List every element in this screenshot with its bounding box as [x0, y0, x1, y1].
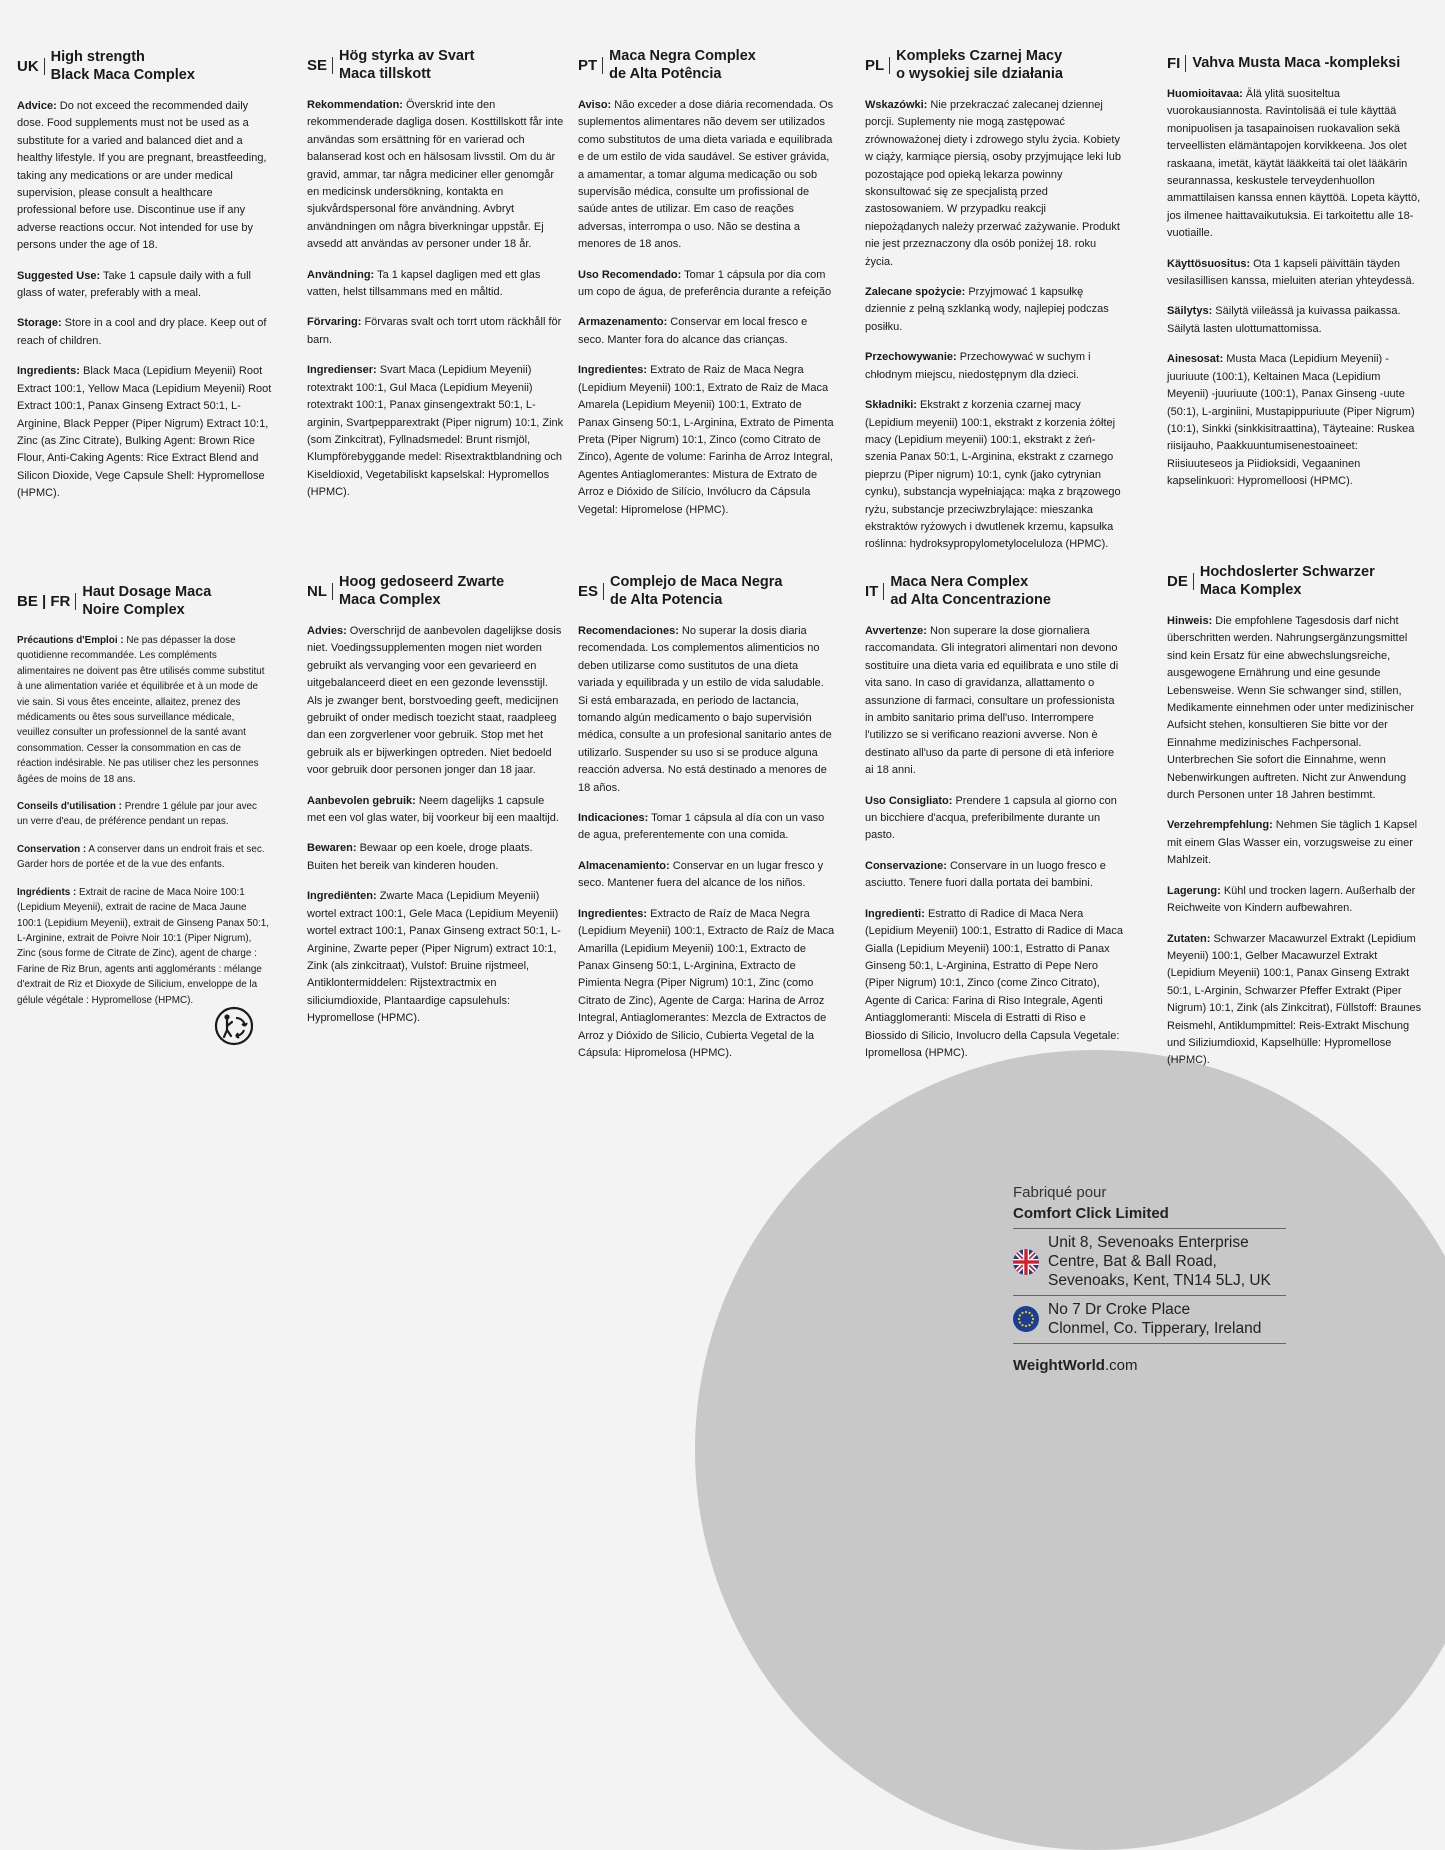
section-label: Verzehrempfehlung: — [1167, 819, 1273, 832]
language-code: BE | FR — [17, 592, 71, 610]
address-line: Clonmel, Co. Tipperary, Ireland — [1048, 1320, 1262, 1337]
column-header — [865, 573, 1123, 609]
website — [1013, 1357, 1286, 1374]
column-header — [1167, 54, 1425, 72]
label-section — [307, 97, 565, 254]
label-section — [307, 793, 565, 828]
product-title — [339, 47, 474, 83]
section-label: Huomioitavaa: — [1167, 88, 1243, 100]
section-label: Zutaten: — [1167, 932, 1211, 945]
section-text: Conservar em local fresco e seco. Manter fora do alcance das crianças. — [578, 316, 808, 346]
uk-address — [1013, 1229, 1286, 1295]
product-title-line: Maca Complex — [339, 592, 441, 608]
column-es — [578, 573, 836, 1075]
section-label: Advice: — [17, 100, 57, 112]
label-section — [865, 906, 1123, 1063]
section-label: Wskazówki: — [865, 99, 928, 111]
product-title — [896, 47, 1063, 83]
section-text: Älä ylitä suositeltua vuorokausiannosta. Ravintolisää ei tule käyttää monipuolisen ja tasapainoisen ruokavalion sekä terveellisten elämäntapojen korvikkeena. Jos olet raskaana, imetät, käytät lääkkeitä tai olet lääkärin seurannassa, keskustele terveydenhuollon ammattilaisen kanssa ennen käyttöä. Lopeta käyttö, jos ilmenee haittavaikutuksia. Ei tarkoitettu alle 18-vuotiaille. — [1167, 88, 1421, 240]
label-section — [17, 363, 275, 502]
section-text: Kühl und trocken lagern. Außerhalb der Reichweite von Kindern aufbewahren. — [1167, 884, 1416, 915]
label-section — [1167, 931, 1425, 1070]
language-code: IT — [865, 582, 879, 600]
section-text: Conservare in un luogo fresco e asciutto. Tenere fuori dalla portata dei bambini. — [865, 859, 1106, 890]
section-label: Zalecane spożycie: — [865, 286, 966, 299]
language-code: PT — [578, 56, 598, 74]
label-section — [1167, 613, 1425, 804]
section-text: Nehmen Sie täglich 1 Kapsel mit einem Glas Wasser ein, vorzugsweise zu einer Mahlzeit. — [1167, 819, 1418, 867]
section-label: Ingredienser: — [307, 364, 377, 377]
section-label: Suggested Use: — [17, 269, 101, 282]
product-title — [51, 48, 195, 84]
section-label: Uso Consigliato: — [865, 794, 953, 807]
section-label: Almacenamiento: — [578, 859, 670, 872]
section-text: Ota 1 kapseli päivittäin täyden vesilasillisen kanssa, mieluiten aterian yhteydessä. — [1167, 257, 1415, 288]
column-uk — [17, 48, 275, 516]
label-section — [1167, 883, 1425, 918]
section-label: Förvaring: — [307, 316, 362, 329]
section-text: No superar la dosis diaria recomendada. Los complementos alimenticios no deben utilizarse como sustitutos de una dieta variada y equilibrada y un estilo de vida saludable. Si está embarazada, en periodo de lactancia, tomando algún medicamento o bajo supervisión médica, consulte a un profesional sanitario antes de utilizarlo. Suspender su uso si se produce alguna reacción adversa. No está destinado a menores de 18 años. — [578, 625, 832, 794]
code-separator — [332, 583, 333, 600]
section-text: Store in a cool and dry place. Keep out of reach of children. — [17, 317, 267, 347]
label-section — [307, 314, 565, 349]
section-label: Conservation : — [17, 843, 87, 855]
product-title-line: Maca Nera Complex — [890, 574, 1029, 590]
product-title-line: Haut Dosage Maca — [82, 584, 212, 600]
section-label: Armazenamento: — [578, 316, 668, 329]
section-label: Recomendaciones: — [578, 625, 679, 637]
label-section — [1167, 256, 1425, 291]
label-section — [865, 97, 1123, 271]
column-header — [17, 583, 269, 619]
section-text: Ne pas dépasser la dose quotidienne recommandée. Les compléments alimentaires ne doivent pas être utilisés comme substitut à une alimentation variée et équilibrée et à un mode de vie sain. Si vous êtes enceinte, allaitez, prenez des médicaments ou êtes sous surveillance médicale, veuillez consulter un professionnel de la santé avant consommation. Cesser la consommation en cas de réaction indésirable. Ne pas utiliser chez les personnes âgées de moins de 18 ans. — [17, 635, 265, 785]
section-label: Ingrédients : — [17, 886, 77, 898]
address-line: Unit 8, Sevenoaks Enterprise — [1048, 1234, 1249, 1251]
code-separator — [602, 57, 603, 74]
label-section — [578, 810, 836, 845]
section-text: Przechowywać w suchym i chłodnym miejscu, niedostępnym dla dzieci. — [865, 351, 1091, 381]
language-code: SE — [307, 56, 328, 74]
manufacturer-block — [1013, 1183, 1286, 1374]
label-section — [1167, 351, 1425, 490]
section-label: Ingredientes: — [578, 364, 648, 377]
made-for-label: Fabriqué pour — [1013, 1184, 1107, 1201]
column-header — [578, 47, 836, 83]
section-label: Indicaciones: — [578, 812, 649, 825]
section-text: Säilytä viileässä ja kuivassa paikassa. Säilytä lasten ulottumattomissa. — [1167, 305, 1401, 335]
label-section — [578, 362, 836, 519]
code-separator — [889, 57, 890, 74]
code-separator — [1193, 573, 1194, 590]
section-text: Die empfohlene Tagesdosis darf nicht überschritten werden. Nahrungsergänzungsmittel sind kein Ersatz für eine abwechslungsreiche, ausgewogene Ernährung und eine gesunde Lebensweise. Wenn Sie schwanger sind, stillen, Medikamente einnehmen oder unter medizinischer Aufsicht stehen, konsultieren Sie bitte vor der Einnahme medizinisches Fachpersonal. Unterbrechen Sie sofort die Einnahme, wenn Nebenwirkungen auftreten. Nicht zur Anwendung durch Personen unter 18 Jahren bestimmt. — [1167, 615, 1415, 802]
address-line: Sevenoaks, Kent, TN14 5LJ, UK — [1048, 1272, 1271, 1289]
product-title-line: Noire Complex — [82, 602, 185, 618]
language-code: PL — [865, 56, 885, 74]
column-se — [307, 47, 565, 515]
section-text: Black Maca (Lepidium Meyenii) Root Extract 100:1, Yellow Maca (Lepidium Meyenii) Root Extract 100:1, Panax Ginseng Extract 50:1, L-Arginine, Black Pepper (Piper Nigrum) Extract 10:1, Zinc (as Zinc Citrate), Bulking Agent: Brown Rice Flour, Anti-Caking Agents: Rice Extract Blend and Silicon Dioxide, Vege Capsule Shell: Hypromellose (HPMC). — [17, 365, 272, 500]
website-domain: .com — [1104, 1357, 1138, 1374]
triman-recycle-icon — [214, 1006, 254, 1046]
label-section — [578, 623, 836, 797]
section-text: Non superare la dose giornaliera raccomandata. Gli integratori alimentari non devono sostituire una dieta varia ed equilibrata e uno stile di vita sano. In caso di gravidanza, allattamento o assunzione di farmaci, consultare un professionista in ambito sanitario prima dell'uso. Interrompere l'utilizzo se si verificano reazioni avverse. Non è destinato all'uso da parte di persone di età inferiore ai 18 anni. — [865, 625, 1119, 777]
section-label: Ingredientes: — [578, 907, 648, 920]
section-label: Advies: — [307, 625, 347, 637]
section-label: Rekommendation: — [307, 99, 403, 111]
section-text: Extrait de racine de Maca Noire 100:1 (Lepidium Meyenii), extrait de racine de Maca Jaune 100:1 (Lepidium Meyenii), extrait de Ginseng Panax 50:1, L-Arginine, extrait de Poivre Noir 10:1 (Piper Nigrum), Zinc (sous forme de Citrate de Zinc), agent de charge : Farine de Riz Brun, agents anti agglomérants : mélange d'extrait de Riz et Dioxyde de Silicium, enveloppe de la gélule végétale : Hypromellose (HPMC). — [17, 886, 269, 1006]
product-title — [339, 573, 504, 609]
section-label: Przechowywanie: — [865, 351, 957, 364]
label-section — [1167, 303, 1425, 338]
section-text: Take 1 capsule daily with a full glass of water, preferably with a meal. — [17, 269, 251, 300]
section-label: Hinweis: — [1167, 615, 1213, 627]
section-label: Storage: — [17, 317, 62, 330]
product-title-line: Complejo de Maca Negra — [610, 574, 783, 590]
product-title — [1192, 54, 1400, 72]
label-section — [865, 858, 1123, 893]
product-title-line: Hög styrka av Svart — [339, 48, 475, 64]
column-pt — [578, 47, 836, 532]
product-title-line: High strength — [50, 49, 145, 65]
product-title-line: de Alta Potência — [609, 66, 722, 82]
language-code: UK — [17, 57, 39, 75]
product-title-line: o wysokiej sile działania — [896, 66, 1063, 82]
section-text: Conservar en un lugar fresco y seco. Mantener fuera del alcance de los niños. — [578, 859, 824, 890]
label-section — [865, 397, 1123, 554]
product-title-line: ad Alta Concentrazione — [890, 592, 1051, 608]
label-section — [865, 623, 1123, 780]
label-section — [865, 349, 1123, 384]
label-section — [307, 840, 565, 875]
product-title — [890, 573, 1051, 609]
column-de — [1167, 563, 1425, 1083]
column-header — [865, 47, 1123, 83]
code-separator — [332, 57, 333, 74]
label-section — [578, 906, 836, 1063]
label-section — [578, 314, 836, 349]
label-section — [17, 633, 269, 787]
product-title-line: Maca tillskott — [339, 66, 431, 82]
language-code: DE — [1167, 572, 1188, 590]
label-section — [17, 799, 269, 830]
section-label: Składniki: — [865, 399, 917, 412]
label-section — [17, 98, 275, 255]
section-label: Ingredients: — [17, 365, 80, 378]
label-section — [865, 284, 1123, 336]
section-label: Bewaren: — [307, 842, 357, 855]
label-section — [307, 888, 565, 1027]
website-brand: WeightWorld — [1013, 1357, 1105, 1374]
label-section — [578, 267, 836, 302]
section-label: Säilytys: — [1167, 305, 1213, 318]
decorative-circle — [695, 1050, 1445, 1850]
column-pl — [865, 47, 1123, 567]
column-fr — [17, 583, 269, 1020]
section-label: Käyttösuositus: — [1167, 257, 1251, 270]
label-section — [1167, 86, 1425, 243]
label-section — [307, 623, 565, 780]
language-code: NL — [307, 582, 327, 600]
code-separator — [75, 593, 76, 610]
section-label: Conservazione: — [865, 859, 947, 872]
section-text: Svart Maca (Lepidium Meyenii) rotextrakt 100:1, Gul Maca (Lepidium Meyenii) rotextrakt 100:1, Panax ginsengextrakt 50:1, L-arginin, Svartpepparextrakt (Piper nigrum) 10:1, Zink (som Zinkcitrat), Fyllnadsmedel: Brunt rismjöl, Klumpförebyggande medel: Risextraktblandning och Kiseldioxid, Vegetabiliskt kapselskal: Hypromellos (HPMC). — [307, 364, 564, 499]
section-text: Prendre 1 gélule par jour avec un verre d'eau, de préférence pendant un repas. — [17, 801, 257, 828]
address-line: Centre, Bat & Ball Road, — [1048, 1253, 1217, 1270]
section-text: Schwarzer Macawurzel Extrakt (Lepidium Meyenii) 100:1, Gelber Macawurzel Extrakt (Lepidium Meyenii) 100:1, Panax Ginseng Extrakt 50:1, L-Arginin, Schwarzer Pfeffer Extrakt (Piper Nigrum) 10:1, Zink (als Zinkcitrat), Füllstoff: Braunes Reismehl, Antiklumpmittel: Reis-Extrakt Mischung und Siliziumdioxid, Kapselhülle: Hypromellose (HPMC). — [1167, 932, 1422, 1067]
section-text: Estratto di Radice di Maca Nera (Lepidium Meyenii) 100:1, Estratto di Radice di Maca Gialla (Lepidium Meyenii) 100:1, Estratto di Panax Ginseng 50:1, L-Arginina, Estratto di Pepe Nero (Piper Nigrum) 10:1, Zinco (come Zinco Citrato), Agente di Carica: Farina di Riso Integrale, Agenti Antiagglomeranti: Miscela di Estratti di Riso e Biossido di Silicio, Involucro della Capsula Vegetale: Ipromellosa (HPMC). — [865, 907, 1124, 1059]
column-header — [307, 47, 565, 83]
label-section — [865, 793, 1123, 845]
label-section — [17, 315, 275, 350]
section-label: Avvertenze: — [865, 625, 927, 637]
section-text: Tomar 1 cápsula por dia com um copo de água, de preferência durante a refeição — [578, 268, 832, 299]
address-line: No 7 Dr Croke Place — [1048, 1301, 1191, 1318]
section-text: Överskrid inte den rekommenderade dagliga dosen. Kosttillskott får inte användas som ersättning för en varierad och balanserad kost och en hälsosam livsstil. Om du är gravid, ammar, tar några mediciner eller genomgår en medicinsk undersökning, kontakta en sjukvårdspersonal före användning. Avbryt användningen om några biverkningar uppstår. Ej avsedd att användas av personer under 18 år. — [307, 99, 564, 251]
language-code: FI — [1167, 54, 1181, 72]
section-text: Nie przekraczać zalecanej dziennej porcji. Suplementy nie mogą zastępować zrównoważonej diety i zdrowego stylu życia. Kobiety w ciąży, karmiące piersią, osoby przyjmujące leki lub pozostające pod opieką lekarza powinny skonsultować się ze specjalistą przed zastosowaniem. W przypadku reakcji niepożądanych należy przerwać zażywanie. Produkt nie jest przeznaczony dla osób poniżej 18. roku życia. — [865, 99, 1121, 268]
section-label: Lagerung: — [1167, 884, 1221, 897]
section-label: Aanbevolen gebruik: — [307, 794, 416, 807]
language-code: ES — [578, 582, 599, 600]
section-label: Ingredienti: — [865, 907, 925, 920]
section-label: Conseils d'utilisation : — [17, 801, 122, 813]
section-text: Bewaar op een koele, droge plaats. Buiten het bereik van kinderen houden. — [307, 842, 533, 872]
code-separator — [44, 58, 45, 75]
section-text: Prendere 1 capsula al giorno con un bicchiere d'acqua, preferibilmente durante un pasto. — [865, 794, 1117, 842]
product-title-line: de Alta Potencia — [610, 592, 723, 608]
section-text: Do not exceed the recommended daily dose. Food supplements must not be used as a substitute for a varied and balanced diet and a healthy lifestyle. If you are pregnant, breastfeeding, taking any medications or are under medical supervision, please consult a healthcare professional before use. Discontinue use if any adverse reactions occur. Not intended for use by persons under the age of 18. — [17, 100, 267, 252]
eu-flag-icon — [1013, 1306, 1039, 1332]
section-text: Overschrijd de aanbevolen dagelijkse dosis niet. Voedingssupplementen mogen niet worden gebruikt als vervanging voor een gevarieerd en uitgebalanceerd dieet en een gezonde levensstijl. Als je zwanger bent, borstvoeding geeft, medicijnen gebruikt of onder medisch toezicht staat, raadpleeg dan een zorgverlener voor gebruik. Stop met het gebruik als er bijwerkingen optreden. Niet bedoeld voor gebruik door personen jonger dan 18 jaar. — [307, 625, 562, 777]
label-section — [307, 267, 565, 302]
product-title — [609, 47, 756, 83]
column-header — [1167, 563, 1425, 599]
ie-address — [1013, 1296, 1286, 1343]
uk-flag-icon — [1013, 1249, 1039, 1275]
code-separator — [883, 583, 884, 600]
product-title — [82, 583, 211, 619]
section-label: Ingrediënten: — [307, 890, 377, 903]
section-text: Förvaras svalt och torrt utom räckhåll för barn. — [307, 316, 562, 346]
label-section — [307, 362, 565, 501]
section-text: Ekstrakt z korzenia czarnej macy (Lepidium meyenii) 100:1, ekstrakt z korzenia żółtej macy (Lepidium meyenii) 100:1, ekstrakt z żeń-szenia Panax 50:1, L-Arginina, ekstrakt z czarnego pieprzu (Piper nigrum) 10:1, cynk (jako cytrynian cynku), substancja wypełniająca: mąka z brązowego ryżu, substancje przeciwzbrylające: mieszanka ekstraktów ryżowych i dwutlenek krzemu, kapsułka roślinna: hydroksypropylometyloceluloza (HPMC). — [865, 399, 1121, 551]
section-text: Tomar 1 cápsula al día con un vaso de agua, preferentemente con una comida. — [578, 812, 825, 842]
code-separator — [1185, 55, 1186, 72]
label-section — [17, 842, 269, 873]
column-fi — [1167, 54, 1425, 504]
divider — [1013, 1343, 1286, 1344]
label-section — [17, 885, 269, 1008]
section-text: Przyjmować 1 kapsułkę dziennie z pełną szklanką wody, najlepiej podczas posiłku. — [865, 286, 1109, 333]
section-label: Précautions d'Emploi : — [17, 635, 124, 646]
column-header — [307, 573, 565, 609]
product-title — [1200, 563, 1375, 599]
section-label: Aviso: — [578, 99, 612, 111]
column-header — [578, 573, 836, 609]
column-nl — [307, 573, 565, 1041]
column-it — [865, 573, 1123, 1075]
product-title-line: Kompleks Czarnej Macy — [896, 48, 1063, 64]
section-text: Ta 1 kapsel dagligen med ett glas vatten, helst tillsammans med en måltid. — [307, 268, 541, 299]
label-section — [578, 97, 836, 254]
section-text: Neem dagelijks 1 capsule met een vol glas water, bij voorkeur bij een maaltijd. — [307, 794, 559, 825]
section-label: Ainesosat: — [1167, 353, 1224, 366]
product-title-line: Vahva Musta Maca -kompleksi — [1192, 55, 1401, 71]
column-header — [17, 48, 275, 84]
section-text: Extracto de Raíz de Maca Negra (Lepidium Meyenii) 100:1, Extracto de Raíz de Maca Amarilla (Lepidium Meyenii) 100:1, Extracto de Panax Ginseng 50:1, L-Arginina, Extracto de Pimienta Negra (Piper Nigrum) 10:1, Zinc (como Citrato de Zinc), Agente de Carga: Harina de Arroz Integral, Antiaglomerantes: Mezcla de Extractos de Arroz y Dióxido de Silicio, Cubierta Vegetal de la Cápsula: Hipromelosa (HPMC). — [578, 907, 835, 1059]
section-text: A conserver dans un endroit frais et sec. Garder hors de portée et de la vue des enfants. — [17, 843, 265, 871]
company-name: Comfort Click Limited — [1013, 1205, 1169, 1222]
section-text: Zwarte Maca (Lepidium Meyenii) wortel extract 100:1, Gele Maca (Lepidium Meyenii) wortel extract 100:1, Panax Ginseng extract 50:1, L-Arginine, Zwarte peper (Piper Nigrum) extract 10:1, Zink (als zinkcitraat), Vulstof: Bruine rijstmeel, Antiklontermiddelen: Rijstextractmix en siliciumdioxide, Plantaardige capsulehuls: Hypromellose (HPMC). — [307, 890, 561, 1025]
product-title-line: Hoog gedoseerd Zwarte — [339, 574, 505, 590]
section-text: Não exceder a dose diária recomendada. Os suplementos alimentares não devem ser utilizados como substitutos de uma dieta variada e equilibrada e de um estilo de vida saudável. Se estiver grávida, a amamentar, a tomar alguma medicação ou sob supervisão médica, consulte um profissional de saúde antes de utilizar. Em caso de reações adversas, interrompa o uso. Não se destina a menores de 18 anos. — [578, 99, 834, 251]
section-text: Extrato de Raiz de Maca Negra (Lepidium Meyenii) 100:1, Extrato de Raiz de Maca Amarela (Lepidium Meyenii) 100:1, Extrato de Panax Ginseng 50:1, L-Arginina, Extrato de Pimenta Preta (Piper Nigrum) 10:1, Zinco (como Citrato de Zinco), Agente de volume: Farinha de Arroz Integral, Agentes Antiaglomerantes: Mistura de Extrato de Arroz e Dióxido de Silício, Invólucro da Cápsula Vegetal: Hipromelose (HPMC). — [578, 364, 834, 516]
label-section — [1167, 817, 1425, 869]
label-section — [17, 268, 275, 303]
section-text: Musta Maca (Lepidium Meyenii) -juuriuute (100:1), Keltainen Maca (Lepidium Meyenii) -juuriuute (100:1), Panax Ginseng -uute (50:1), L-arginiini, Mustapippuriuute (Piper Nigrum) (10:1), Sinkki (sinkkisitraattina), Täyteaine: Ruskea riisijauho, Paakkuuntumisenestoaineet: Riisiuuteseos ja Piidioksidi, Vegaaninen kapselinkuori: Hypromelloosi (HPMC). — [1167, 353, 1415, 488]
product-title-line: Hochdoslerter Schwarzer — [1199, 564, 1375, 580]
product-title-line: Black Maca Complex — [50, 67, 195, 83]
label-section — [578, 858, 836, 893]
product-title — [610, 573, 782, 609]
code-separator — [603, 583, 604, 600]
product-title-line: Maca Komplex — [1199, 582, 1302, 598]
section-label: Uso Recomendado: — [578, 268, 682, 281]
product-title-line: Maca Negra Complex — [609, 48, 756, 64]
section-label: Användning: — [307, 268, 375, 281]
